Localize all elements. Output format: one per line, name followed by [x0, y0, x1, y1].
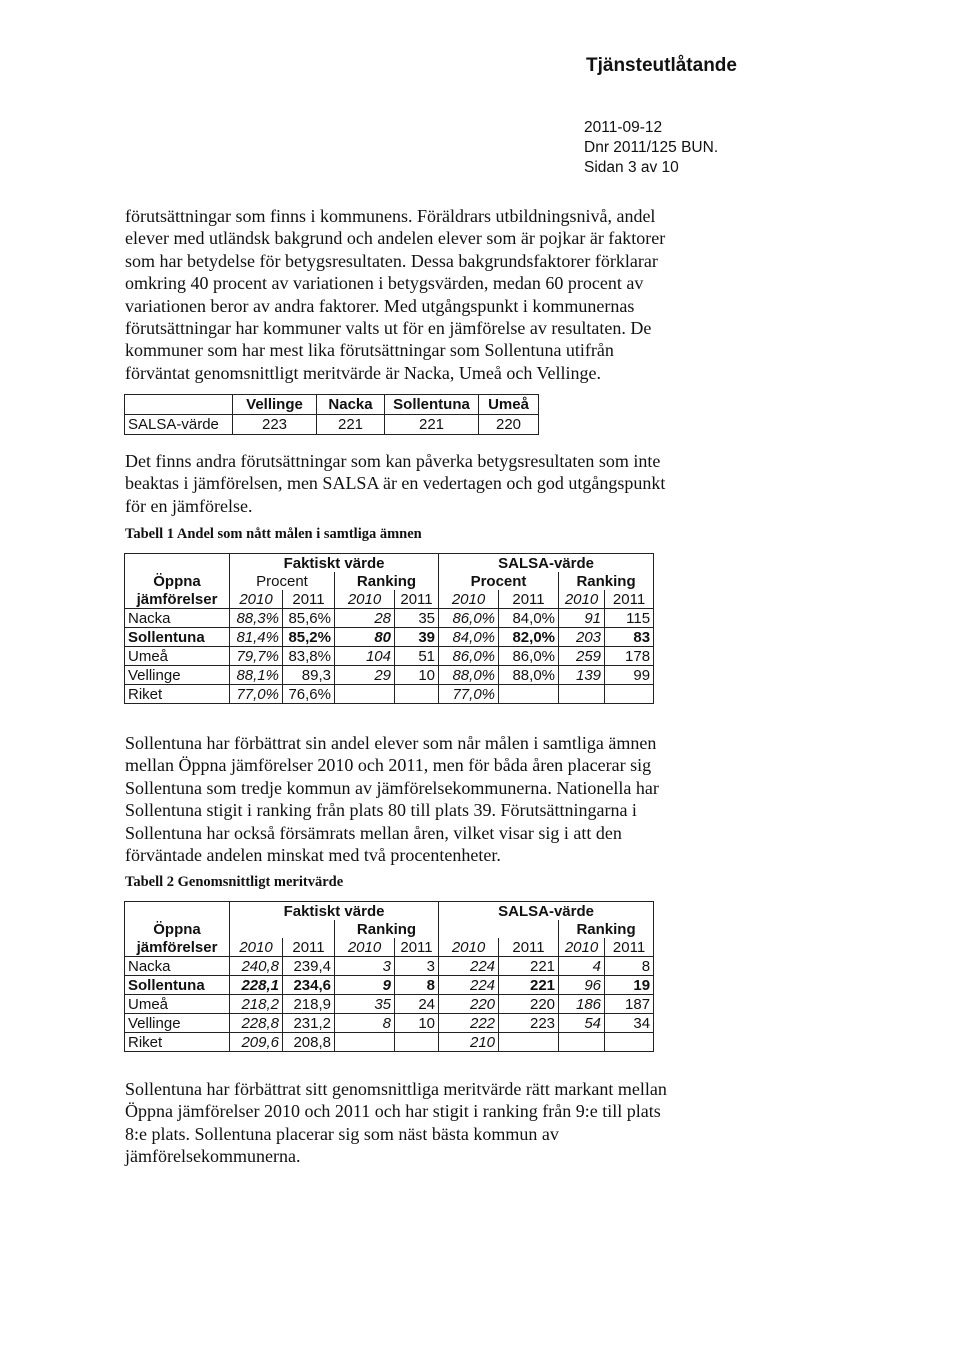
column-title-jamforelser: jämförelser	[125, 590, 230, 609]
data-cell: 35	[335, 995, 395, 1014]
data-cell: 231,2	[283, 1014, 335, 1033]
row-name: Vellinge	[125, 666, 230, 685]
data-cell: 8	[395, 976, 439, 995]
data-cell: 178	[605, 647, 654, 666]
paragraph-merit-analysis	[125, 1078, 725, 1168]
group-header-salsa: SALSA-värde	[439, 554, 654, 573]
table-row	[125, 957, 654, 976]
year-header: 2010	[559, 938, 605, 957]
text-line: variationen beror av andra faktorer. Med utgångspunkt i kommunernas	[125, 295, 635, 316]
row-name: Riket	[125, 685, 230, 704]
text-line: elever med utländsk bakgrund och andelen elever som är pojkar är faktorer	[125, 228, 666, 249]
year-header: 2010	[230, 590, 283, 609]
data-cell: 239,4	[283, 957, 335, 976]
data-cell	[559, 685, 605, 704]
data-cell: 19	[605, 976, 654, 995]
data-cell	[559, 1033, 605, 1052]
data-cell: 228,1	[230, 976, 283, 995]
table-row	[125, 1014, 654, 1033]
row-name: Umeå	[125, 647, 230, 666]
data-cell: 81,4%	[230, 628, 283, 647]
header-sollentuna: Sollentuna	[385, 395, 479, 415]
row-name: Sollentuna	[125, 976, 230, 995]
empty-cell	[125, 554, 230, 573]
text-line: Sollentuna har förbättrat sitt genomsnittliga meritvärde rätt markant mellan	[125, 1079, 667, 1099]
text-line: beaktas i jämförelsen, men SALSA är en vedertagen och god utgångspunkt	[125, 473, 666, 494]
year-header: 2010	[335, 590, 395, 609]
year-header: 2010	[439, 590, 499, 609]
subheader-ranking-faktiskt: Ranking	[335, 572, 439, 590]
year-header: 2011	[499, 938, 559, 957]
data-cell: 209,6	[230, 1033, 283, 1052]
subheader-procent-faktiskt: Procent	[230, 572, 335, 590]
row-name: Sollentuna	[125, 628, 230, 647]
data-cell: 85,2%	[283, 628, 335, 647]
data-cell: 9	[335, 976, 395, 995]
empty-cell	[439, 920, 559, 938]
data-cell: 86,0%	[439, 609, 499, 628]
data-cell	[335, 685, 395, 704]
table-row	[125, 685, 654, 704]
year-header: 2010	[230, 938, 283, 957]
data-cell: 4	[559, 957, 605, 976]
empty-cell	[125, 902, 230, 921]
data-cell: 99	[605, 666, 654, 685]
data-cell: 89,3	[283, 666, 335, 685]
data-cell	[605, 685, 654, 704]
row-name: Umeå	[125, 995, 230, 1014]
data-cell: 203	[559, 628, 605, 647]
text-line: för en jämförelse.	[125, 495, 253, 516]
text-line: förväntat genomsnittligt meritvärde är Nacka, Umeå och Vellinge.	[125, 362, 602, 383]
data-cell: 86,0%	[439, 647, 499, 666]
text-line: Sollentuna har förbättrat sin andel elever som når målen i samtliga ämnen	[125, 733, 657, 753]
column-title-jamforelser: jämförelser	[125, 938, 230, 957]
data-cell: 3	[335, 957, 395, 976]
data-cell: 88,0%	[499, 666, 559, 685]
data-cell: 8	[335, 1014, 395, 1033]
subheader-ranking-salsa: Ranking	[559, 572, 654, 590]
year-header: 2010	[335, 938, 395, 957]
year-header: 2011	[395, 938, 439, 957]
data-cell: 221	[499, 957, 559, 976]
year-header: 2010	[439, 938, 499, 957]
year-header: 2011	[283, 590, 335, 609]
data-cell: 220	[499, 995, 559, 1014]
table-row	[125, 995, 654, 1014]
salsa-value-umea: 220	[479, 415, 539, 435]
data-cell: 224	[439, 957, 499, 976]
data-cell: 51	[395, 647, 439, 666]
text-line: som har betydelse för betygsresultaten. Dessa bakgrundsfaktorer förklarar	[125, 250, 658, 271]
text-line: jämförelsekommunerna.	[125, 1146, 301, 1167]
table-row	[125, 609, 654, 628]
data-cell: 218,2	[230, 995, 283, 1014]
document-date: 2011-09-12	[584, 119, 663, 136]
data-cell: 77,0%	[439, 685, 499, 704]
text-line: Sollentuna har också försämrats mellan åren, vilket visar sig i att den	[125, 822, 622, 843]
year-header: 2011	[605, 590, 654, 609]
data-cell: 259	[559, 647, 605, 666]
year-header: 2011	[499, 590, 559, 609]
header-umea: Umeå	[479, 395, 539, 415]
data-cell: 8	[605, 957, 654, 976]
data-cell	[395, 1033, 439, 1052]
data-cell: 104	[335, 647, 395, 666]
text-line: mellan Öppna jämförelser 2010 och 2011, men för båda åren placerar sig	[125, 755, 652, 776]
text-line: förutsättningar som finns i kommunens. Föräldrars utbildningsnivå, andel	[125, 206, 656, 226]
header-nacka: Nacka	[317, 395, 385, 415]
text-line: Öppna jämförelser 2010 och 2011 och har stigit i ranking från 9:e till plats	[125, 1101, 661, 1122]
data-cell: 28	[335, 609, 395, 628]
table2-caption: Tabell 2 Genomsnittligt meritvärde	[125, 874, 344, 890]
data-cell: 228,8	[230, 1014, 283, 1033]
data-cell: 91	[559, 609, 605, 628]
paragraph-other-factors	[125, 450, 725, 517]
data-cell: 96	[559, 976, 605, 995]
data-cell: 186	[559, 995, 605, 1014]
year-header: 2011	[395, 590, 439, 609]
data-cell: 39	[395, 628, 439, 647]
data-cell: 88,1%	[230, 666, 283, 685]
salsa-comparison-table	[124, 394, 539, 435]
text-line: förväntade andelen minskat med två procentenheter.	[125, 845, 501, 866]
data-cell: 35	[395, 609, 439, 628]
table-row	[125, 647, 654, 666]
group-header-salsa: SALSA-värde	[439, 902, 654, 921]
column-title-oppna: Öppna	[125, 920, 230, 938]
data-cell: 83	[605, 628, 654, 647]
text-line: förutsättningar har kommuner valts ut för en jämförelse av resultaten. De	[125, 318, 652, 339]
table-row	[125, 628, 654, 647]
data-cell: 34	[605, 1014, 654, 1033]
data-cell: 223	[499, 1014, 559, 1033]
paragraph-background-factors	[125, 205, 725, 384]
data-cell	[335, 1033, 395, 1052]
header-vellinge: Vellinge	[233, 395, 317, 415]
data-cell: 10	[395, 666, 439, 685]
data-cell: 54	[559, 1014, 605, 1033]
text-line: Det finns andra förutsättningar som kan påverka betygsresultaten som inte	[125, 451, 661, 471]
subheader-ranking-salsa: Ranking	[559, 920, 654, 938]
data-cell: 85,6%	[283, 609, 335, 628]
data-cell: 79,7%	[230, 647, 283, 666]
salsa-value-sollentuna: 221	[385, 415, 479, 435]
row-name: Riket	[125, 1033, 230, 1052]
text-line: 8:e plats. Sollentuna placerar sig som näst bästa kommun av	[125, 1123, 559, 1144]
subheader-ranking-faktiskt: Ranking	[335, 920, 439, 938]
table-row	[125, 976, 654, 995]
data-cell: 234,6	[283, 976, 335, 995]
table-row	[125, 666, 654, 685]
group-header-faktiskt: Faktiskt värde	[230, 902, 439, 921]
data-cell: 10	[395, 1014, 439, 1033]
text-line: omkring 40 procent av variationen i betygsvärden, medan 60 procent av	[125, 273, 644, 294]
row-name: Vellinge	[125, 1014, 230, 1033]
data-cell: 24	[395, 995, 439, 1014]
salsa-value-nacka: 221	[317, 415, 385, 435]
table-goals-reached	[124, 553, 654, 704]
data-cell: 84,0%	[499, 609, 559, 628]
table1-caption: Tabell 1 Andel som nått målen i samtliga ämnen	[125, 526, 422, 542]
column-title-oppna: Öppna	[125, 572, 230, 590]
document-meta	[584, 118, 718, 178]
data-cell: 80	[335, 628, 395, 647]
data-cell	[499, 1033, 559, 1052]
empty-cell	[125, 395, 233, 415]
group-header-faktiskt: Faktiskt värde	[230, 554, 439, 573]
data-cell: 88,3%	[230, 609, 283, 628]
data-cell: 208,8	[283, 1033, 335, 1052]
empty-cell	[230, 920, 335, 938]
data-cell	[605, 1033, 654, 1052]
row-label-salsa: SALSA-värde	[125, 415, 233, 435]
data-cell	[499, 685, 559, 704]
year-header: 2010	[559, 590, 605, 609]
year-header: 2011	[283, 938, 335, 957]
data-cell: 86,0%	[499, 647, 559, 666]
document-title: Tjänsteutlåtande	[586, 55, 737, 76]
page-number: Sidan 3 av 10	[584, 159, 679, 176]
data-cell: 220	[439, 995, 499, 1014]
data-cell: 115	[605, 609, 654, 628]
data-cell: 139	[559, 666, 605, 685]
data-cell: 3	[395, 957, 439, 976]
data-cell: 82,0%	[499, 628, 559, 647]
data-cell: 84,0%	[439, 628, 499, 647]
data-cell: 76,6%	[283, 685, 335, 704]
year-header: 2011	[605, 938, 654, 957]
data-cell: 218,9	[283, 995, 335, 1014]
table-merit-value	[124, 901, 654, 1052]
text-line: Sollentuna stigit i ranking från plats 80 till plats 39. Förutsättningarna i	[125, 800, 637, 821]
table-row	[125, 1033, 654, 1052]
paragraph-goals-analysis	[125, 732, 725, 866]
data-cell	[395, 685, 439, 704]
data-cell: 210	[439, 1033, 499, 1052]
row-name: Nacka	[125, 609, 230, 628]
data-cell: 240,8	[230, 957, 283, 976]
data-cell: 29	[335, 666, 395, 685]
data-cell: 224	[439, 976, 499, 995]
data-cell: 88,0%	[439, 666, 499, 685]
data-cell: 83,8%	[283, 647, 335, 666]
text-line: Sollentuna som tredje kommun av jämförelsekommunerna. Nationella har	[125, 777, 659, 798]
salsa-value-vellinge: 223	[233, 415, 317, 435]
data-cell: 187	[605, 995, 654, 1014]
subheader-procent-salsa: Procent	[439, 572, 559, 590]
data-cell: 222	[439, 1014, 499, 1033]
data-cell: 221	[499, 976, 559, 995]
data-cell: 77,0%	[230, 685, 283, 704]
document-dnr: Dnr 2011/125 BUN.	[584, 139, 719, 156]
row-name: Nacka	[125, 957, 230, 976]
text-line: kommuner som har mest lika förutsättningar som Sollentuna utifrån	[125, 340, 614, 361]
